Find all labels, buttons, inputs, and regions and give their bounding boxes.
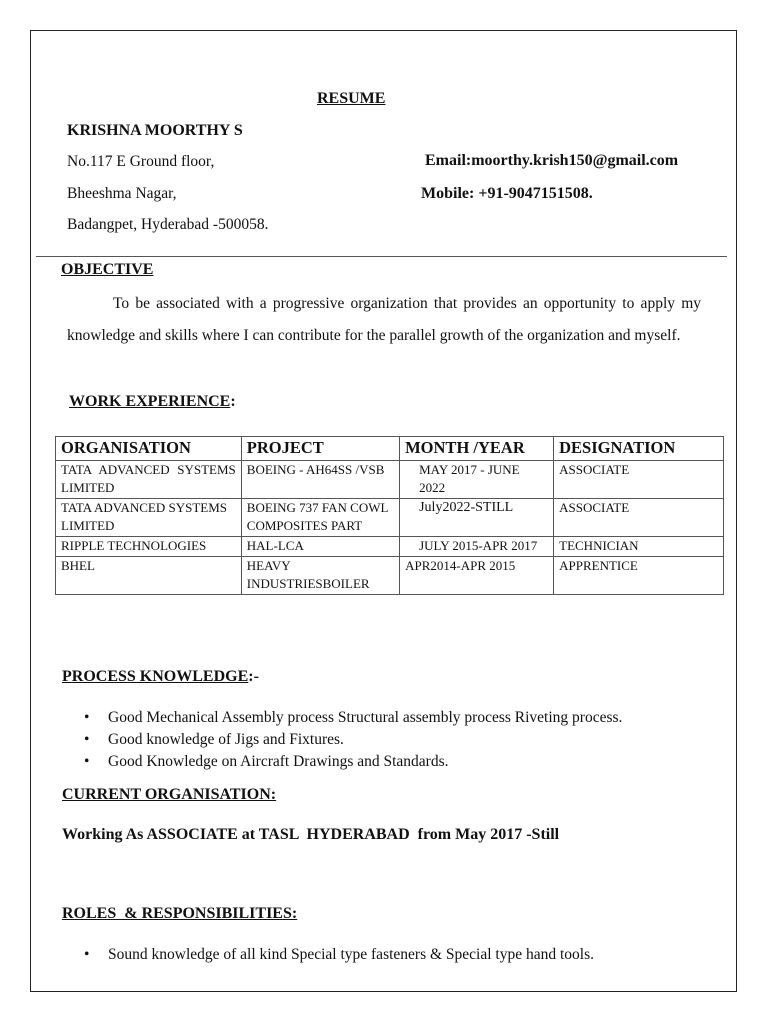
address-line-1: No.117 E Ground floor, <box>67 153 215 170</box>
resume-title: RESUME <box>317 90 386 107</box>
table-cell: BOEING 737 FAN COWL COMPOSITES PART <box>241 499 399 537</box>
table-cell: JULY 2015-APR 2017 <box>400 537 554 557</box>
address-line-3: Badangpet, Hyderabad -500058. <box>67 216 269 233</box>
objective-body: To be associated with a progressive organization that provides an opportunity to apply my knowledge and skills where I can contribute for the parallel growth of the organization and myself. <box>67 295 701 344</box>
column-header-month-year: MONTH /YEAR <box>400 437 554 461</box>
table-cell: ASSOCIATE <box>554 461 724 499</box>
work-experience-table <box>55 436 724 595</box>
process-knowledge-heading <box>62 668 259 686</box>
table-row <box>56 461 724 499</box>
table-cell: TECHNICIAN <box>554 537 724 557</box>
work-experience-title: WORK EXPERIENCE <box>69 393 231 410</box>
current-organisation-heading: CURRENT ORGANISATION: <box>62 786 277 803</box>
work-experience-heading <box>69 393 236 411</box>
address-line-2: Bheeshma Nagar, <box>67 185 177 202</box>
header-divider <box>36 256 727 257</box>
table-cell: HAL-LCA <box>241 537 399 557</box>
objective-heading: OBJECTIVE <box>61 261 154 278</box>
table-cell: BOEING - AH64SS /VSB <box>241 461 399 499</box>
table-cell: TATA ADVANCED SYSTEMS LIMITED <box>56 499 242 537</box>
roles-heading: ROLES & RESPONSIBILITIES: <box>62 905 298 922</box>
process-knowledge-list <box>62 707 622 773</box>
email-address[interactable]: Email:moorthy.krish150@gmail.com <box>425 152 679 169</box>
table-cell: APPRENTICE <box>554 557 724 595</box>
work-experience-suffix: : <box>230 393 236 410</box>
table-cell: MAY 2017 - JUNE 2022 <box>400 461 554 499</box>
list-item: • Good Mechanical Assembly process Structural assembly process Riveting process. <box>62 707 622 729</box>
process-knowledge-suffix: :- <box>248 668 259 685</box>
table-cell: RIPPLE TECHNOLOGIES <box>56 537 242 557</box>
table-header-row <box>56 437 724 461</box>
table-cell: APR2014-APR 2015 <box>400 557 554 595</box>
table-cell: ASSOCIATE <box>554 499 724 537</box>
candidate-name: KRISHNA MOORTHY S <box>67 122 243 139</box>
table-row <box>56 537 724 557</box>
table-row <box>56 557 724 595</box>
table-cell: TATA ADVANCED SYSTEMS LIMITED <box>56 461 242 499</box>
list-item: • Sound knowledge of all kind Special type fasteners & Special type hand tools. <box>62 944 594 966</box>
table-cell: BHEL <box>56 557 242 595</box>
roles-list <box>62 944 594 966</box>
table-cell: July2022-STILL <box>400 499 554 537</box>
current-organisation-text: Working As ASSOCIATE at TASL HYDERABAD from May 2017 -Still <box>62 826 560 843</box>
column-header-organisation: ORGANISATION <box>56 437 242 461</box>
column-header-project: PROJECT <box>241 437 399 461</box>
table-cell: HEAVY INDUSTRIESBOILER <box>241 557 399 595</box>
table-row <box>56 499 724 537</box>
list-item: • Good knowledge of Jigs and Fixtures. <box>62 729 622 751</box>
mobile-number: Mobile: +91-9047151508. <box>421 185 593 202</box>
process-knowledge-title: PROCESS KNOWLEDGE <box>62 668 249 685</box>
column-header-designation: DESIGNATION <box>554 437 724 461</box>
list-item: • Good Knowledge on Aircraft Drawings and Standards. <box>62 751 622 773</box>
objective-text <box>67 288 701 352</box>
